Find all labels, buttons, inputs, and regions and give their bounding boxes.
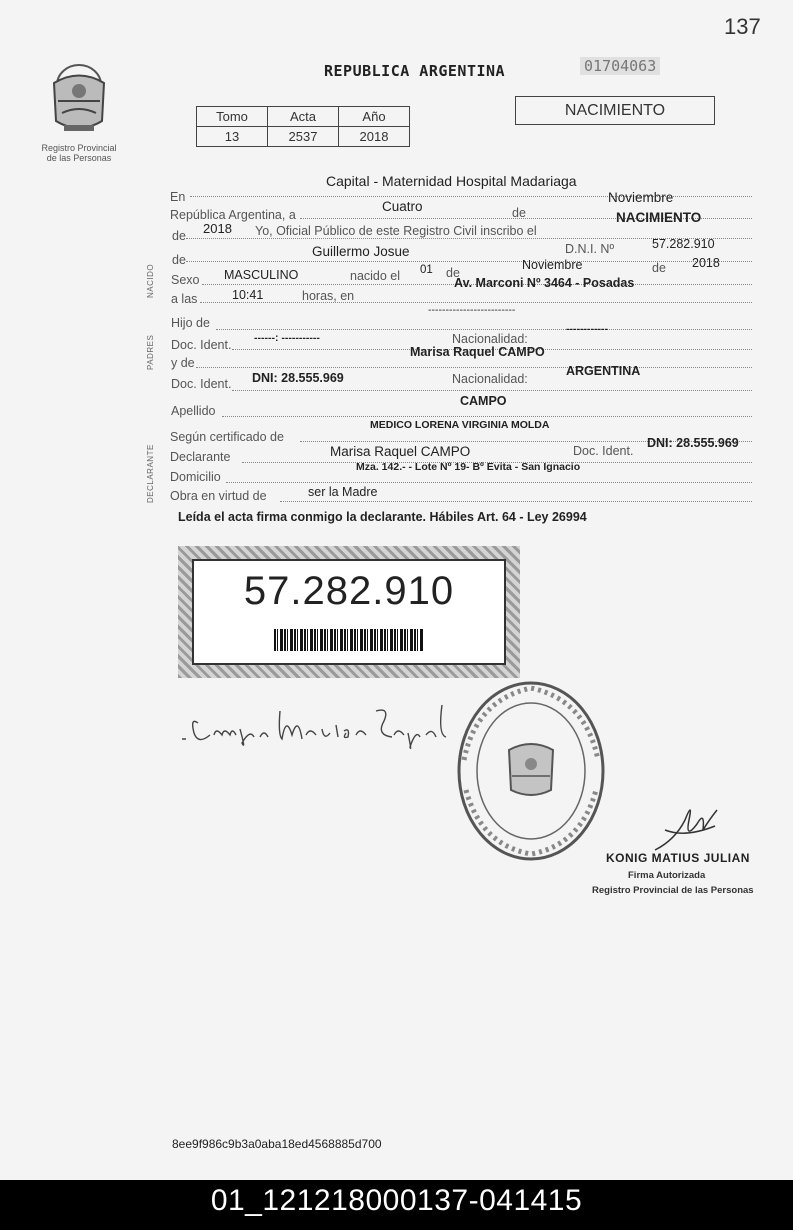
de3-label: de: [172, 253, 186, 267]
official-stamp: [456, 680, 606, 862]
anio-value-field: 2018: [203, 221, 232, 236]
acta-value: 2537: [268, 127, 339, 147]
nac-mes-value: Noviembre: [522, 258, 583, 272]
yde-label: y de: [171, 356, 195, 370]
official-role: Firma Autorizada: [628, 870, 706, 881]
declarante-label: Declarante: [170, 450, 231, 464]
official-name: KONIG MATIUS JULIAN: [606, 851, 750, 865]
registry-label: Registro Provincial de las Personas: [41, 143, 117, 163]
side-label-nacido: NACIDO: [146, 263, 155, 298]
footer-code: 01_121218000137-041415: [210, 1184, 583, 1217]
doc3-label: Doc. Ident.: [573, 444, 634, 458]
doc1-label: Doc. Ident.: [171, 338, 232, 352]
de4-label: de: [446, 266, 460, 280]
republica-label: República Argentina, a: [170, 208, 296, 222]
de-label: de: [512, 206, 526, 220]
nacido-label: nacido el: [350, 269, 401, 283]
de2-label: de: [172, 229, 186, 243]
declarante-value: Marisa Raquel CAMPO: [330, 444, 471, 459]
acta-header: Acta: [268, 107, 339, 127]
alas-label: a las: [171, 292, 198, 306]
dotted-line: [226, 482, 752, 483]
barcode-panel: [192, 559, 506, 665]
official-registry: Registro Provincial de las Personas: [592, 885, 754, 896]
lugar-value: Av. Marconi Nº 3464 - Posadas: [454, 276, 635, 290]
dotted-line: [232, 390, 752, 391]
dotted-line: [280, 501, 752, 502]
doc2-value: DNI: 28.555.969: [252, 371, 344, 385]
domicilio-label: Domicilio: [170, 470, 221, 484]
footer-bar: [0, 1180, 793, 1230]
de5-label: de: [652, 261, 666, 275]
official-signature: [645, 790, 725, 860]
doc2-label: Doc. Ident.: [171, 377, 232, 391]
sexo-value: MASCULINO: [224, 268, 299, 282]
barcode-number: 57.282.910: [243, 569, 455, 613]
domicilio-value: Mza. 142.- - Lote Nº 19- Bº Evita - San Ignacio: [356, 461, 581, 473]
document-hash: 8ee9f986c9b3a0aba18ed4568885d700: [172, 1137, 382, 1151]
madre-value: Marisa Raquel CAMPO: [410, 345, 545, 359]
dotted-line: [186, 261, 752, 262]
apellido-label: Apellido: [171, 404, 216, 418]
doc3-value: DNI: 28.555.969: [647, 436, 739, 450]
nac-anio-value: 2018: [692, 256, 720, 270]
dotted-line: [222, 416, 752, 417]
document-title: REPUBLICA ARGENTINA: [324, 62, 506, 80]
sexo-label: Sexo: [171, 273, 200, 287]
act-type-box: NACIMIENTO: [515, 96, 715, 125]
certificado-label: Según certificado de: [170, 430, 284, 444]
nac1-label: Nacionalidad:: [452, 332, 528, 346]
nombre-value: Guillermo Josue: [312, 244, 410, 259]
dni-value: 57.282.910: [652, 237, 715, 251]
anio-header: Año: [339, 107, 410, 127]
nac2-label: Nacionalidad:: [452, 372, 528, 386]
handwritten-signature: [180, 695, 462, 755]
hijo-dashes: -------------------------: [428, 304, 516, 316]
reference-table: [196, 106, 410, 147]
nac2-value: ARGENTINA: [566, 364, 641, 378]
mes-value: Noviembre: [608, 190, 674, 205]
certificado-value: MEDICO LORENA VIRGINIA MOLDA: [370, 419, 550, 431]
hijo-label: Hijo de: [171, 316, 210, 330]
inscribo-label: Yo, Oficial Público de este Registro Civil inscribo el: [255, 224, 537, 238]
coat-of-arms-logo: [44, 63, 114, 139]
serial-number: 01704063: [580, 57, 660, 75]
hora-value: 10:41: [232, 288, 264, 302]
apellido-value: CAMPO: [460, 394, 507, 408]
tomo-header: Tomo: [197, 107, 268, 127]
obra-label: Obra en virtud de: [170, 489, 267, 503]
closing-text: Leída el acta firma conmigo la declarante. Hábiles Art. 64 - Ley 26994: [178, 510, 587, 524]
dotted-line: [216, 329, 752, 330]
dotted-line: [200, 302, 752, 303]
dotted-line: [196, 367, 752, 368]
anio-value: 2018: [339, 127, 410, 147]
en-label: En: [170, 190, 186, 204]
obra-value: ser la Madre: [308, 485, 378, 499]
barcode-sticker: [178, 546, 520, 678]
barcode-icon: [274, 629, 424, 651]
tomo-value: 13: [197, 127, 268, 147]
nac-dia-value: 01: [420, 264, 433, 276]
nac1-value: ------------: [566, 323, 608, 335]
side-label-padres: PADRES: [146, 334, 155, 370]
horas-label: horas, en: [302, 289, 355, 303]
dia-value: Cuatro: [382, 199, 423, 214]
inscribo-value: NACIMIENTO: [616, 210, 702, 225]
side-label-declarante: DECLARANTE: [146, 444, 155, 503]
page-number: 137: [724, 14, 761, 39]
dni-label: D.N.I. Nº: [565, 242, 615, 256]
doc1-value: ------: -----------: [254, 332, 320, 344]
en-value: Capital - Maternidad Hospital Madariaga: [326, 173, 577, 189]
